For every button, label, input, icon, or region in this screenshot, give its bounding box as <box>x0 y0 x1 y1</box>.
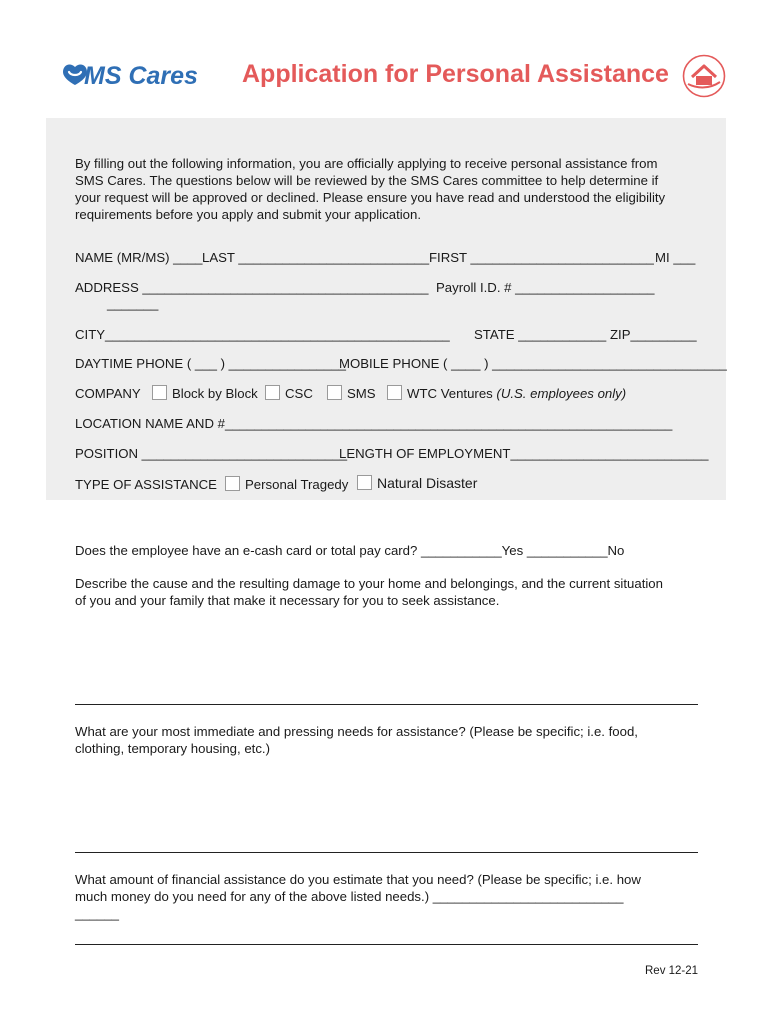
answer-line <box>75 944 698 945</box>
address-field[interactable]: ADDRESS _______________________________________ <box>75 280 429 295</box>
page-title: Application for Personal Assistance <box>242 60 669 88</box>
question-line: What are your most immediate and pressing needs for assistance? (Please be specific; i.e. food, <box>75 724 638 739</box>
amount-question <box>75 871 641 922</box>
question-line: of you and your family that make it necessary for you to seek assistance. <box>75 593 500 608</box>
checkbox[interactable] <box>265 385 280 400</box>
question-line[interactable]: much money do you need for any of the above listed needs.) __________________________ <box>75 889 624 904</box>
needs-answer-input[interactable] <box>75 762 702 850</box>
answer-line <box>75 704 698 705</box>
name-prefix-field[interactable]: NAME (MR/MS) ____ <box>75 250 203 265</box>
intro-line: your request will be approved or declined. Please ensure you have read and understood the eligibility <box>75 190 666 205</box>
company-option-wtc-ventures[interactable] <box>387 385 626 402</box>
location-field[interactable]: LOCATION NAME AND #_____________________________________________________________ <box>75 416 673 431</box>
option-label: SMS <box>347 386 376 401</box>
checkbox[interactable] <box>387 385 402 400</box>
position-field[interactable]: POSITION ____________________________ <box>75 446 348 461</box>
assistance-type-label: TYPE OF ASSISTANCE <box>75 477 217 492</box>
company-option-sms[interactable] <box>327 385 376 402</box>
describe-question <box>75 575 663 609</box>
option-label: CSC <box>285 386 313 401</box>
wtc-note: (U.S. employees only) <box>496 386 627 401</box>
state-field[interactable]: STATE ____________ <box>474 327 607 342</box>
address-continued-field[interactable]: _______ <box>107 296 159 311</box>
answer-line <box>75 852 698 853</box>
revision-label: Rev 12-21 <box>645 965 699 977</box>
home-care-emblem-icon <box>682 54 726 98</box>
option-label: Block by Block <box>172 386 258 401</box>
zip-field[interactable]: ZIP_________ <box>610 327 697 342</box>
option-label: Personal Tragedy <box>245 477 349 492</box>
assistance-option-natural-disaster[interactable] <box>357 475 477 492</box>
city-field[interactable]: CITY_______________________________________________ <box>75 327 450 342</box>
question-line: Describe the cause and the resulting damage to your home and belongings, and the current situation <box>75 576 663 591</box>
svg-text:MS Cares: MS Cares <box>84 62 198 90</box>
checkbox[interactable] <box>152 385 167 400</box>
intro-line: By filling out the following information, you are officially applying to receive personal assistance from <box>75 156 658 171</box>
payroll-id-field[interactable]: Payroll I.D. # ___________________ <box>436 280 655 295</box>
company-option-csc[interactable] <box>265 385 313 402</box>
last-name-field[interactable]: LAST __________________________ <box>202 250 430 265</box>
option-label: Natural Disaster <box>377 475 478 491</box>
company-option-block-by-block[interactable] <box>152 385 258 402</box>
checkbox[interactable] <box>327 385 342 400</box>
question-line[interactable]: ______ <box>75 906 120 921</box>
mobile-phone-field[interactable]: MOBILE PHONE ( ____ ) ________________________________ <box>339 356 727 371</box>
first-name-field[interactable]: FIRST _________________________ <box>429 250 654 265</box>
company-label: COMPANY <box>75 386 141 401</box>
option-label: WTC Ventures <box>407 386 493 401</box>
checkbox[interactable] <box>357 475 372 490</box>
question-line: clothing, temporary housing, etc.) <box>75 741 270 756</box>
sms-cares-logo <box>60 58 205 92</box>
middle-initial-field[interactable]: MI ___ <box>655 250 696 265</box>
describe-answer-input[interactable] <box>75 614 702 702</box>
length-of-employment-field[interactable]: LENGTH OF EMPLOYMENT___________________________ <box>339 446 709 461</box>
ecash-question[interactable]: Does the employee have an e-cash card or total pay card? ___________Yes ___________No <box>75 543 625 558</box>
question-line: What amount of financial assistance do you estimate that you need? (Please be specific; i.e. how <box>75 872 641 887</box>
checkbox[interactable] <box>225 476 240 491</box>
daytime-phone-field[interactable]: DAYTIME PHONE ( ___ ) ________________ <box>75 356 346 371</box>
assistance-option-personal-tragedy[interactable] <box>225 476 348 493</box>
intro-line: SMS Cares. The questions below will be reviewed by the SMS Cares committee to help determine if <box>75 173 659 188</box>
intro-line: requirements before you apply and submit your application. <box>75 207 422 222</box>
needs-question <box>75 723 638 757</box>
intro-paragraph <box>75 155 705 223</box>
